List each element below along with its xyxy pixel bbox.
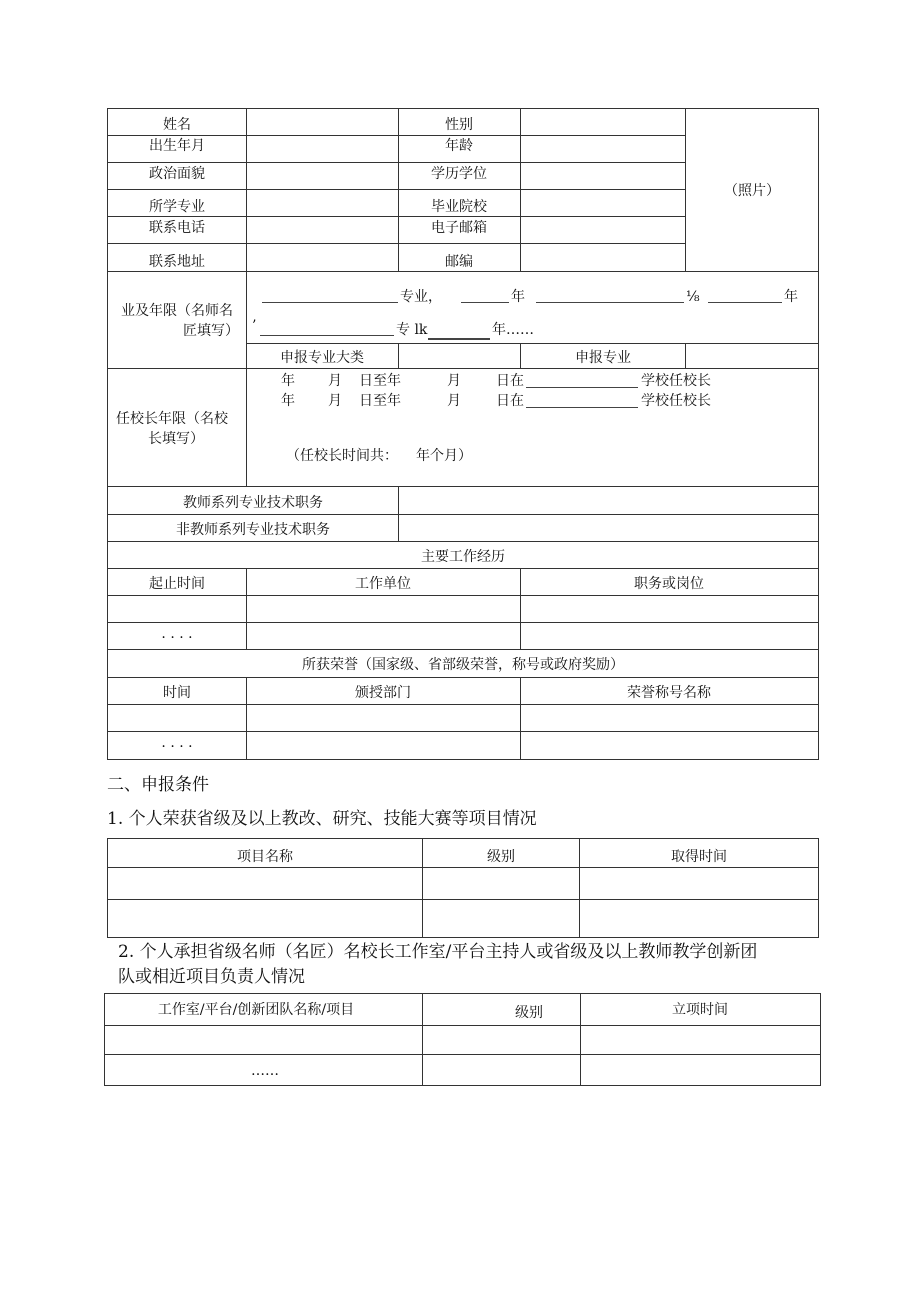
col-divider bbox=[580, 993, 581, 1086]
principal-total-text: （任校长时间共： bbox=[286, 448, 398, 464]
ellipsis: · · · · bbox=[161, 739, 193, 755]
blank-line bbox=[526, 395, 638, 408]
teaching-years-label: 业及年限（名师名 bbox=[121, 303, 233, 319]
row-divider bbox=[107, 189, 685, 190]
apply-major-label: 申报专业 bbox=[575, 350, 631, 366]
email-label: 电子邮箱 bbox=[431, 220, 487, 236]
row-divider bbox=[107, 595, 819, 596]
phone-label: 联系电话 bbox=[149, 220, 205, 236]
principal-row-text: 年 bbox=[281, 373, 295, 389]
teaching-years-label-2: 匠填写） bbox=[183, 323, 239, 339]
principal-row-text: 日至年 bbox=[359, 393, 401, 409]
years-text: 年 bbox=[784, 289, 798, 305]
col-divider bbox=[246, 368, 247, 486]
row-divider bbox=[104, 1054, 821, 1055]
row-divider bbox=[107, 368, 819, 369]
row-divider bbox=[107, 216, 685, 217]
principal-years-label-2: 长填写） bbox=[148, 431, 204, 447]
principal-row-text: 月 bbox=[328, 373, 342, 389]
teacher-series-label: 教师系列专业技术职务 bbox=[183, 495, 323, 511]
row-divider bbox=[107, 731, 819, 732]
row-divider bbox=[104, 1025, 821, 1026]
col-divider bbox=[246, 271, 247, 368]
col-header-dept: 颁授部门 bbox=[355, 685, 411, 701]
major-label: 所学专业 bbox=[149, 199, 205, 215]
blank-line bbox=[260, 323, 394, 336]
col-divider bbox=[520, 568, 521, 649]
row-divider bbox=[107, 568, 819, 569]
principal-row-text: 日至年 bbox=[359, 373, 401, 389]
blank-line bbox=[536, 290, 684, 303]
row-divider bbox=[107, 135, 685, 136]
row-divider bbox=[107, 271, 819, 272]
principal-row-text: 学校任校长 bbox=[641, 393, 711, 409]
principal-row-text: 日在 bbox=[496, 373, 524, 389]
principal-row-text: 日在 bbox=[496, 393, 524, 409]
school-label: 毕业院校 bbox=[431, 199, 487, 215]
apply-category-label: 申报专业大类 bbox=[280, 350, 364, 366]
col-divider bbox=[422, 993, 423, 1086]
row-divider bbox=[107, 649, 819, 650]
years-text: ’ bbox=[252, 318, 257, 334]
blank-line bbox=[526, 375, 638, 388]
row-divider bbox=[107, 677, 819, 678]
ellipsis: …… bbox=[251, 1063, 279, 1079]
years-text: ⅛ bbox=[686, 289, 700, 305]
item2-heading: 2. 个人承担省级名师（名匠）名校长工作室/平台主持人或省级及以上教师教学创新团 bbox=[118, 942, 758, 962]
row-divider bbox=[107, 622, 819, 623]
col-header-unit: 工作单位 bbox=[355, 576, 411, 592]
row-divider bbox=[107, 486, 819, 487]
principal-row-text: 学校任校长 bbox=[641, 373, 711, 389]
col-divider bbox=[520, 108, 521, 271]
col-divider bbox=[520, 343, 521, 368]
principal-years-label: 任校长年限（名校 bbox=[116, 411, 228, 427]
col-divider bbox=[520, 677, 521, 760]
ellipsis: · · · · bbox=[161, 630, 193, 646]
principal-row-text: 月 bbox=[328, 393, 342, 409]
row-divider bbox=[107, 243, 685, 244]
principal-total-text: 年个月） bbox=[416, 448, 472, 464]
name-label: 姓名 bbox=[163, 117, 191, 133]
blank-line bbox=[262, 290, 398, 303]
blank-line bbox=[708, 290, 782, 303]
row-divider bbox=[107, 899, 819, 900]
col-divider bbox=[579, 838, 580, 938]
years-text: 专 lk bbox=[396, 322, 428, 338]
row-divider bbox=[246, 343, 819, 344]
col-header-post: 职务或岗位 bbox=[634, 576, 704, 592]
row-divider bbox=[107, 541, 819, 542]
years-text: 年…… bbox=[492, 322, 534, 338]
col-header-honor: 荣誉称号名称 bbox=[627, 685, 711, 701]
birth-label: 出生年月 bbox=[149, 138, 205, 154]
item2-heading-2: 队或相近项目负责人情况 bbox=[118, 967, 305, 987]
row-divider bbox=[107, 867, 819, 868]
col-divider bbox=[246, 108, 247, 271]
address-label: 联系地址 bbox=[149, 254, 205, 270]
col-header-approval-date: 立项时间 bbox=[672, 1002, 728, 1018]
work-history-title: 主要工作经历 bbox=[421, 549, 505, 565]
age-label: 年龄 bbox=[445, 138, 473, 154]
principal-row-text: 年 bbox=[281, 393, 295, 409]
postcode-label: 邮编 bbox=[445, 254, 473, 270]
section-heading: 二、申报条件 bbox=[107, 775, 209, 795]
col-divider bbox=[398, 108, 399, 271]
principal-row-text: 月 bbox=[447, 373, 461, 389]
years-text: 专业， bbox=[400, 289, 442, 305]
honors-title: 所获荣誉（国家级、省部级荣誉，称号或政府奖励） bbox=[302, 657, 624, 673]
non-teacher-series-label: 非教师系列专业技术职务 bbox=[176, 522, 330, 538]
col-header-level: 级别 bbox=[515, 1005, 543, 1021]
col-header-studio: 工作室/平台/创新团队名称/项目 bbox=[157, 1002, 355, 1018]
row-divider bbox=[107, 162, 685, 163]
blank-line bbox=[461, 290, 509, 303]
political-label: 政治面貌 bbox=[149, 166, 205, 182]
col-header-level: 级别 bbox=[487, 849, 515, 865]
years-text: 年 bbox=[511, 289, 525, 305]
col-divider bbox=[246, 677, 247, 760]
col-divider bbox=[246, 568, 247, 649]
principal-row-text: 月 bbox=[447, 393, 461, 409]
col-header-time: 起止时间 bbox=[149, 576, 205, 592]
blank-line bbox=[428, 326, 490, 340]
col-divider bbox=[685, 343, 686, 368]
col-divider bbox=[422, 838, 423, 938]
row-divider bbox=[107, 514, 819, 515]
item1-heading: 1. 个人荣获省级及以上教改、研究、技能大赛等项目情况 bbox=[107, 809, 537, 829]
col-header-project: 项目名称 bbox=[237, 849, 293, 865]
col-divider bbox=[398, 486, 399, 541]
col-header-time: 时间 bbox=[163, 685, 191, 701]
photo-placeholder: （照片） bbox=[724, 183, 780, 199]
col-header-date: 取得时间 bbox=[671, 849, 727, 865]
education-label: 学历学位 bbox=[431, 166, 487, 182]
col-divider bbox=[398, 343, 399, 368]
gender-label: 性别 bbox=[445, 117, 473, 133]
row-divider bbox=[107, 704, 819, 705]
col-divider bbox=[685, 108, 686, 271]
